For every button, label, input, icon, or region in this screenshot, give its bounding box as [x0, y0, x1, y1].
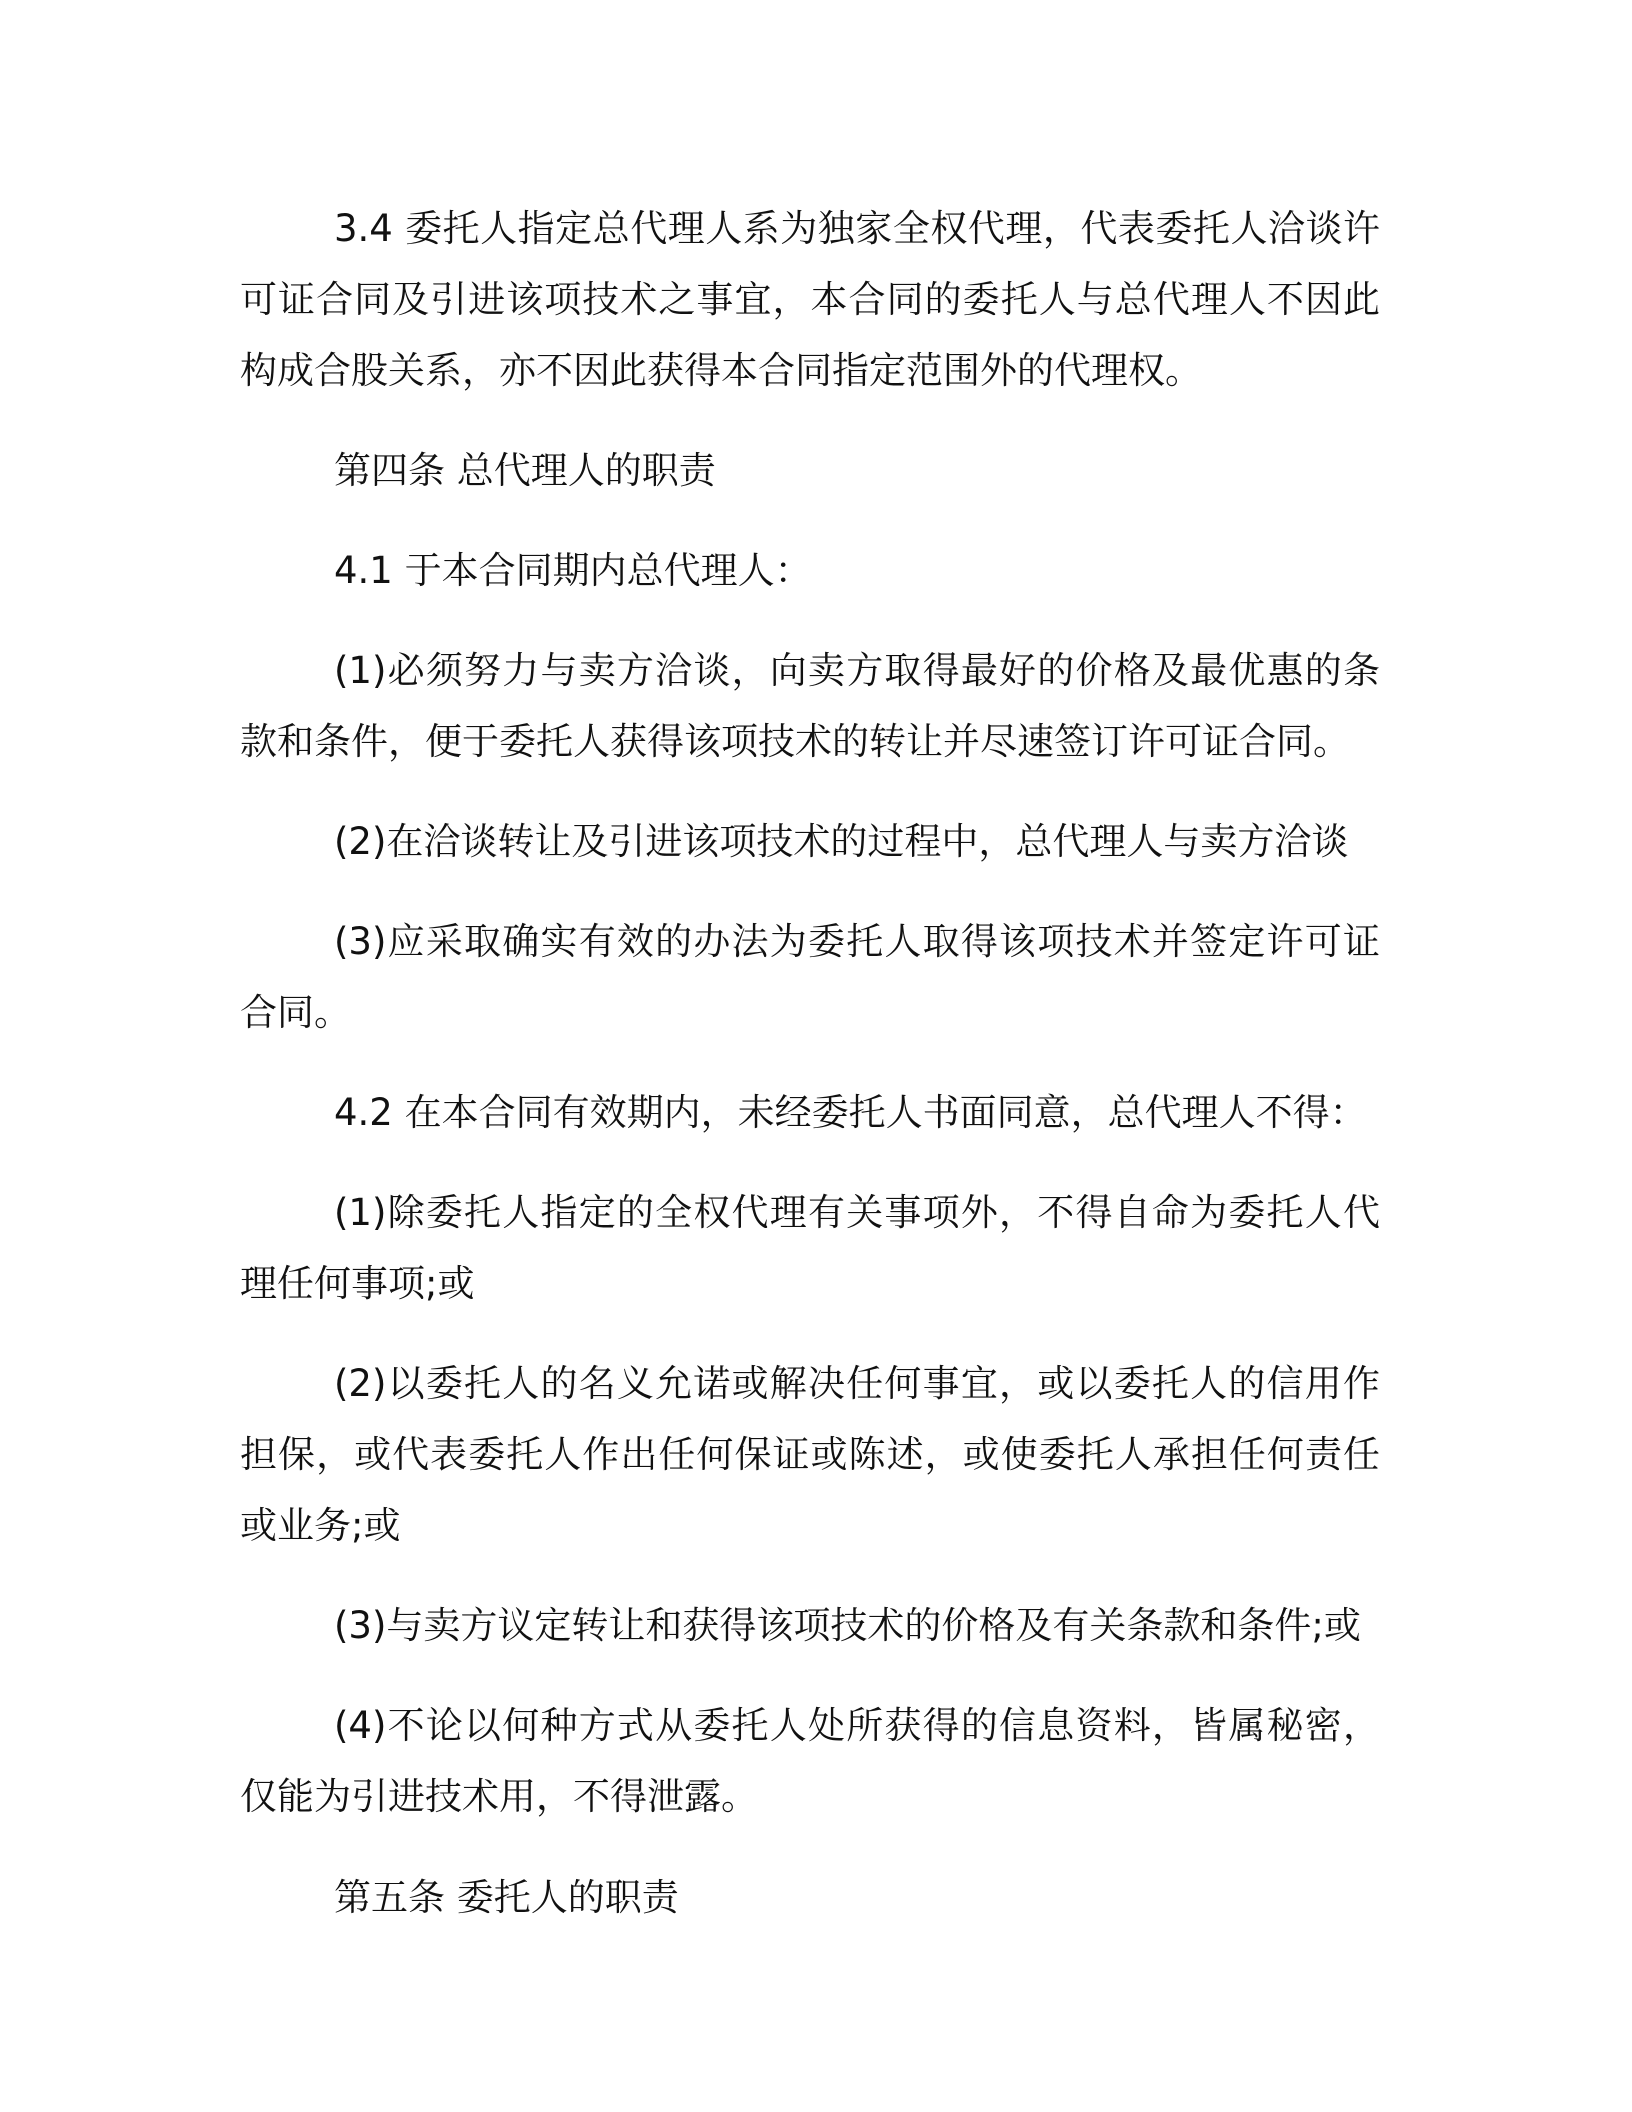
paragraph-3-4: 3.4 委托人指定总代理人系为独家全权代理，代表委托人洽谈许可证合同及引进该项技术之事宜，本合同的委托人与总代理人不因此构成合股关系，亦不因此获得本合同指定范围外的代理权。 [240, 207, 1380, 392]
paragraph-4-1: 4.1 于本合同期内总代理人： [334, 549, 812, 592]
paragraph-4-2-item-2: (2)以委托人的名义允诺或解决任何事宜，或以委托人的信用作担保，或代表委托人作出任何保证或陈述，或使委托人承担任何责任或业务;或 [240, 1362, 1380, 1547]
paragraph-4-2-item-1: (1)除委托人指定的全权代理有关事项外，不得自命为委托人代理任何事项;或 [240, 1191, 1380, 1305]
paragraph-4-2: 4.2 在本合同有效期内，未经委托人书面同意，总代理人不得： [334, 1091, 1367, 1134]
paragraph-4-1-item-3: (3)应采取确实有效的办法为委托人取得该项技术并签定许可证合同。 [240, 920, 1380, 1034]
heading-article-4: 第四条 总代理人的职责 [334, 449, 716, 492]
heading-article-5: 第五条 委托人的职责 [334, 1876, 679, 1919]
paragraph-4-2-item-3: (3)与卖方议定转让和获得该项技术的价格及有关条款和条件;或 [334, 1604, 1361, 1647]
paragraph-4-1-item-2: (2)在洽谈转让及引进该项技术的过程中，总代理人与卖方洽谈 [334, 820, 1349, 863]
document-body [240, 193, 1380, 1933]
paragraph-4-1-item-1: (1)必须努力与卖方洽谈，向卖方取得最好的价格及最优惠的条款和条件，便于委托人获得该项技术的转让并尽速签订许可证合同。 [240, 649, 1380, 763]
paragraph-4-2-item-4: (4)不论以何种方式从委托人处所获得的信息资料，皆属秘密，仅能为引进技术用，不得泄露。 [240, 1704, 1380, 1818]
